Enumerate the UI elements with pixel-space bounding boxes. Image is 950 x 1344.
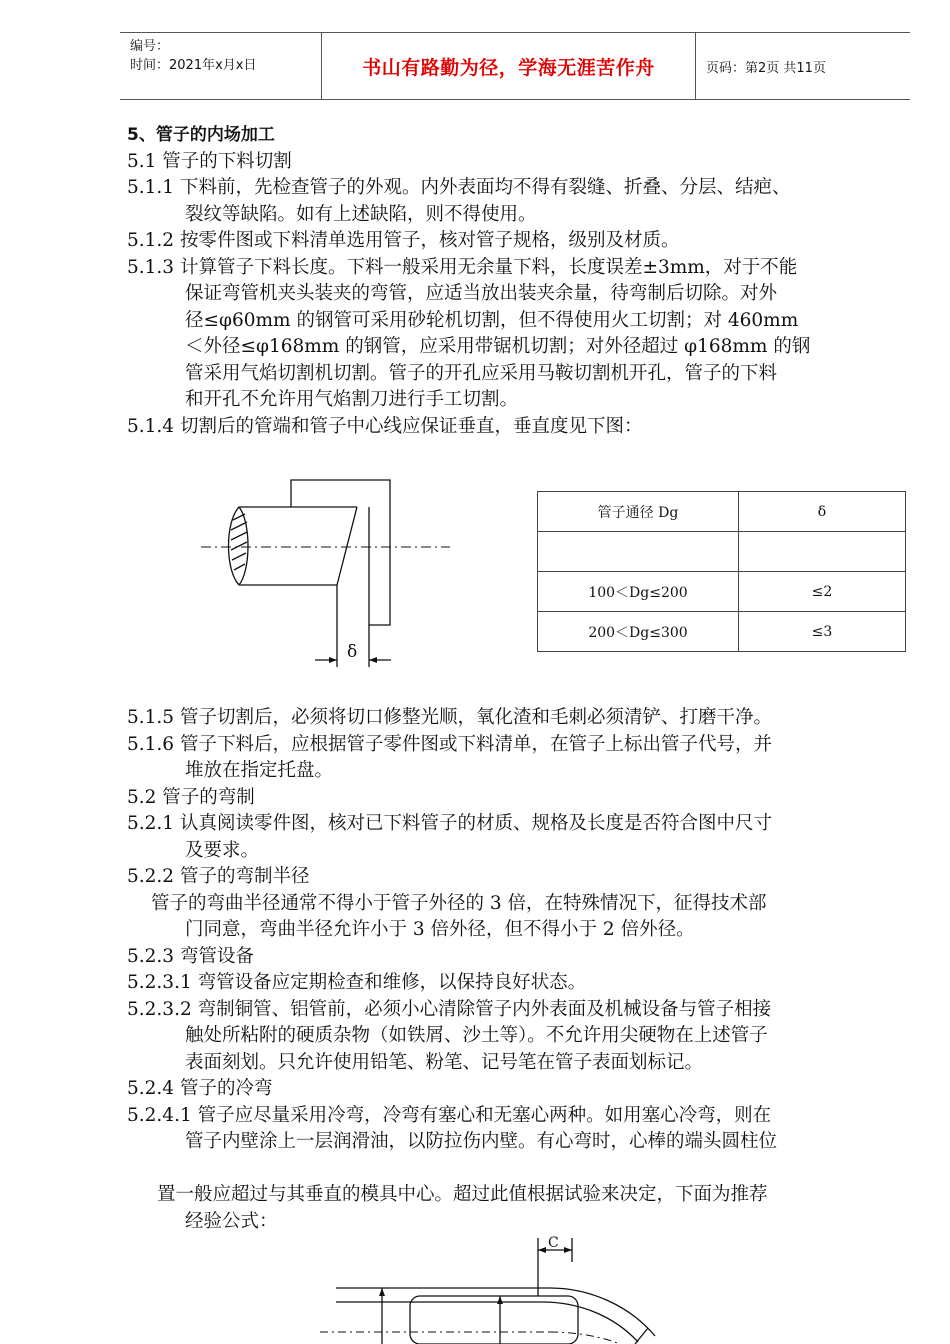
paragraph-line: 5.2.1 认真阅读零件图，核对已下料管子的材质、规格及长度是否符合图中尺寸 [127, 813, 772, 834]
paragraph-line: 表面刻划。只允许使用铅笔、粉笔、记号笔在管子表面划标记。 [185, 1051, 704, 1073]
paragraph-line: 和开孔不允许用气焰割刀进行手工切割。 [185, 389, 519, 410]
delta-label: δ [347, 642, 358, 662]
perpendicularity-table [537, 491, 906, 652]
header-motto: 书山有路勤为径，学海无涯苦作舟 [322, 33, 696, 99]
table-cell: 200＜Dg≤300 [538, 612, 739, 652]
paragraph-line: 置一般应超过与其垂直的模具中心。超过此值根据试验来决定，下面为推荐 [157, 1184, 768, 1205]
paragraph-line: ＜外径≤φ168mm 的钢管，应采用带锯机切割；对外径超过 φ168mm 的钢 [185, 336, 811, 357]
section-heading: 5、管子的内场加工 [127, 125, 275, 145]
subsection-heading: 5.2.3 弯管设备 [127, 945, 254, 967]
paragraph-line: 保证弯管机夹头装夹的弯管，应适当放出装夹余量，待弯制后切除。对外 [185, 283, 778, 304]
subsection-heading: 5.2 管子的弯制 [127, 786, 255, 808]
header-meta-cell [120, 33, 322, 99]
table-header-cell: δ [739, 492, 906, 532]
paragraph-line: 管子内壁涂上一层润滑油，以防拉伤内壁。有心弯时，心棒的端头圆柱位 [185, 1131, 778, 1152]
pipe-bending-mandrel-figure [320, 1236, 660, 1344]
document-number-label: 编号： [130, 39, 170, 54]
paragraph-line: 5.1.2 按零件图或下料清单选用管子，核对管子规格，级别及材质。 [127, 230, 680, 251]
paragraph-line: 5.1.3 计算管子下料长度。下料一般采用无余量下料，长度误差±3mm，对于不能 [127, 256, 798, 278]
document-body-continued-2 [127, 1182, 917, 1235]
table-row [538, 612, 906, 652]
subsection-heading: 5.1 管子的下料切割 [127, 150, 292, 172]
paragraph-line: 5.1.6 管子下料后，应根据管子零件图或下料清单，在管子上标出管子代号，并 [127, 733, 772, 755]
paragraph-line: 经验公式： [185, 1210, 278, 1232]
table-cell: 100＜Dg≤200 [538, 572, 739, 612]
paragraph-line: 及要求。 [185, 839, 260, 861]
paragraph-line: 裂纹等缺陷。如有上述缺陷，则不得使用。 [185, 203, 537, 225]
paragraph-line: 5.2.3.2 弯制铜管、铝管前，必须小心清除管子内外表面及机械设备与管子相接 [127, 998, 772, 1020]
paragraph-line: 径≤φ60mm 的钢管可采用砂轮机切割，但不得使用火工切割；对 460mm [185, 309, 799, 331]
header-page-info: 页码：第2页 共11页 [706, 60, 826, 76]
table-cell [538, 532, 739, 572]
paragraph-line: 管采用气焰切割机切割。管子的开孔应采用马鞍切割机开孔，管子的下料 [185, 362, 778, 384]
paragraph-line: 5.1.1 下料前，先检查管子的外观。内外表面均不得有裂缝、折叠、分层、结疤、 [127, 177, 791, 198]
subsection-heading: 5.2.4 管子的冷弯 [127, 1078, 273, 1099]
table-row [538, 572, 906, 612]
paragraph-line: 堆放在指定托盘。 [185, 760, 334, 781]
paragraph-line: 5.2.3.1 弯管设备应定期检查和维修，以保持良好状态。 [127, 972, 587, 993]
pipe-cut-perpendicularity-figure [195, 472, 455, 672]
c-dimension-label: C [548, 1236, 559, 1251]
table-row [538, 532, 906, 572]
document-time-label: 时间：2021年x月x日 [130, 58, 257, 73]
paragraph-line: 管子的弯曲半径通常不得小于管子外径的 3 倍，在特殊情况下，征得技术部 [151, 892, 767, 914]
table-cell: ≤2 [739, 572, 906, 612]
table-header-cell: 管子通径 Dg [538, 492, 739, 532]
table-cell [739, 532, 906, 572]
paragraph-line: 5.1.5 管子切割后，必须将切口修整光顺，氧化渣和毛刺必须清铲、打磨干净。 [127, 707, 772, 728]
page-header [120, 32, 910, 100]
paragraph-line: 5.1.4 切割后的管端和管子中心线应保证垂直，垂直度见下图： [127, 415, 643, 437]
subsection-heading: 5.2.2 管子的弯制半径 [127, 866, 310, 887]
document-body [127, 122, 917, 440]
paragraph-line: 触处所粘附的硬质杂物（如铁屑、沙土等）。不允许用尖硬物在上述管子 [185, 1025, 768, 1046]
paragraph-line: 门同意，弯曲半径允许小于 3 倍外径，但不得小于 2 倍外径。 [185, 919, 695, 940]
paragraph-line: 5.2.4.1 管子应尽量采用冷弯，冷弯有塞心和无塞心两种。如用塞心冷弯，则在 [127, 1104, 772, 1126]
document-body-continued [127, 705, 917, 1156]
table-cell: ≤3 [739, 612, 906, 652]
table-header-row [538, 492, 906, 532]
